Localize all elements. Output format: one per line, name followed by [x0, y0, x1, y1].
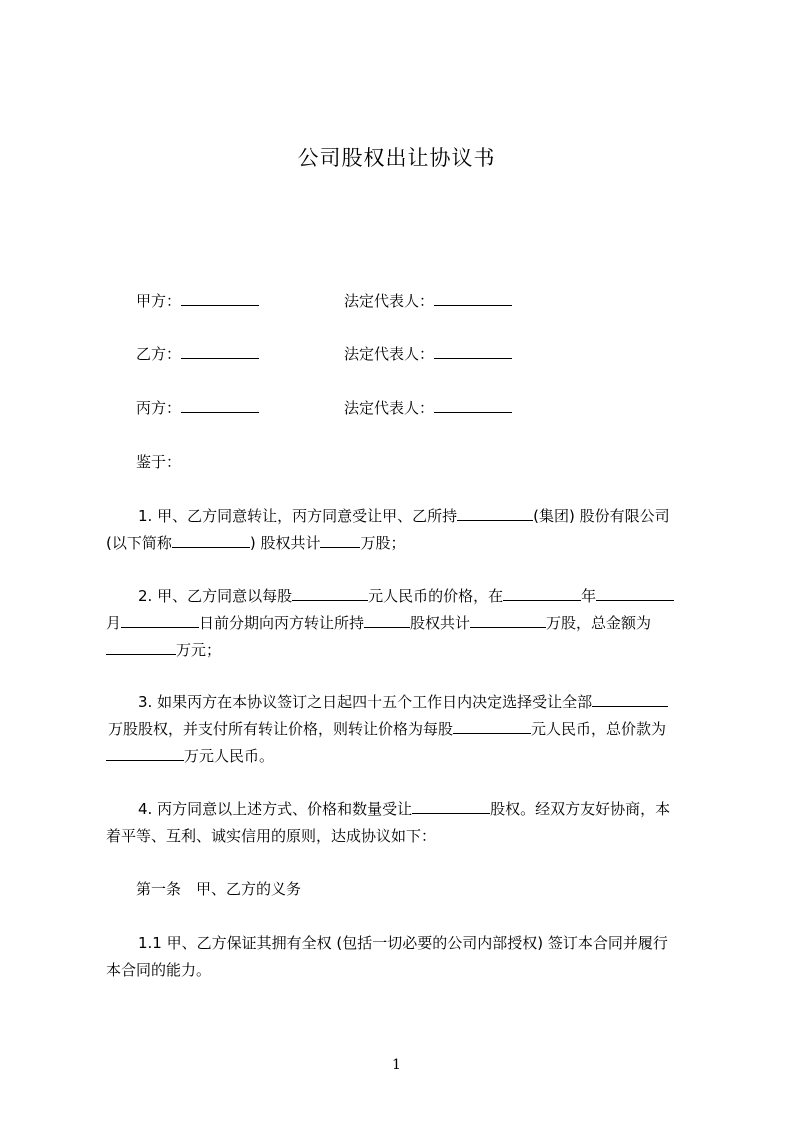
party-b-row [136, 344, 259, 364]
party-b-rep-blank[interactable] [434, 344, 512, 359]
party-a-rep-row [344, 291, 512, 311]
p2-day-blank[interactable] [121, 613, 199, 628]
p2-text-3: 年 [581, 587, 597, 605]
p2-month-blank-a[interactable] [596, 586, 674, 601]
party-c-row [136, 398, 259, 418]
p3-all-blank[interactable] [592, 692, 668, 707]
p2-text-6: 股权共计 [410, 614, 471, 632]
p1-line1 [138, 506, 670, 526]
p3-price-blank[interactable] [453, 719, 531, 734]
p2-total-blank[interactable] [106, 640, 176, 655]
p2-line2 [106, 613, 651, 633]
document-title: 公司股权出让协议书 [297, 146, 496, 170]
p3-text-4: 万元人民币。 [184, 747, 275, 765]
p3-line2 [108, 719, 666, 739]
p2-price-blank[interactable] [292, 586, 368, 601]
p2-text-7: 万股，总金额为 [546, 614, 652, 632]
p2-held-blank[interactable] [364, 613, 410, 628]
party-b-blank[interactable] [181, 344, 259, 359]
p3-line1 [138, 692, 668, 712]
party-c-rep-blank[interactable] [434, 398, 512, 413]
p1-shortname-blank[interactable] [172, 533, 250, 548]
p4-text-2: 股权。经双方友好协商，本 [490, 800, 671, 818]
party-a-rep-blank[interactable] [434, 291, 512, 306]
p2-line1 [138, 586, 674, 606]
party-b-label: 乙方： [136, 345, 182, 363]
p4-line2: 着平等、互利、诚实信用的原则，达成协议如下： [106, 827, 437, 845]
party-a-rep-label: 法定代表人： [344, 292, 435, 310]
party-a-row [136, 291, 259, 311]
p2-year-blank[interactable] [503, 586, 581, 601]
p2-text-2: 元人民币的价格，在 [368, 587, 504, 605]
p3-text-1: 3. 如果丙方在本协议签订之日起四十五个工作日内决定选择受让全部 [138, 693, 593, 711]
p1-text-3: (以下简称 [106, 534, 172, 552]
p3-text-3: 元人民币，总价款为 [531, 720, 667, 738]
p2-shares-blank[interactable] [470, 613, 546, 628]
p4-line1 [138, 799, 670, 819]
party-b-rep-row [344, 344, 512, 364]
p1-text-2: (集团) 股份有限公司 [533, 507, 670, 525]
p4-company-blank[interactable] [412, 799, 490, 814]
clause-1-1-line2: 本合同的能力。 [106, 961, 212, 979]
p3-line3 [106, 746, 274, 766]
p3-total-blank[interactable] [106, 746, 184, 761]
party-c-rep-label: 法定代表人： [344, 399, 435, 417]
p1-text-5: 万股； [360, 534, 406, 552]
p2-text-4: 月 [106, 614, 122, 632]
p1-shares-blank[interactable] [320, 533, 360, 548]
page-number: 1 [392, 1057, 401, 1073]
party-c-label: 丙方： [136, 399, 182, 417]
p2-text-8: 万元； [176, 641, 222, 659]
party-b-rep-label: 法定代表人： [344, 345, 435, 363]
party-c-rep-row [344, 398, 512, 418]
p1-line2 [106, 533, 406, 553]
whereas-label: 鉴于： [136, 453, 182, 471]
p4-text-1: 4. 丙方同意以上述方式、价格和数量受让 [138, 800, 413, 818]
article1-heading: 第一条 甲、乙方的义务 [136, 880, 302, 898]
p2-text-1: 2. 甲、乙方同意以每股 [138, 587, 293, 605]
p1-text-4: ) 股权共计 [249, 534, 321, 552]
p3-text-2: 万股股权，并支付所有转让价格，则转让价格为每股 [108, 720, 454, 738]
p2-line3 [106, 640, 221, 660]
party-c-blank[interactable] [181, 398, 259, 413]
clause-1-1-line1: 1.1 甲、乙方保证其拥有全权 (包括一切必要的公司内部授权) 签订本合同并履行 [138, 934, 668, 952]
party-a-label: 甲方： [136, 292, 182, 310]
party-a-blank[interactable] [181, 291, 259, 306]
p1-company-blank[interactable] [457, 506, 533, 521]
p1-text-1: 1. 甲、乙方同意转让，丙方同意受让甲、乙所持 [138, 507, 458, 525]
p2-text-5: 日前分期向丙方转让所持 [199, 614, 365, 632]
